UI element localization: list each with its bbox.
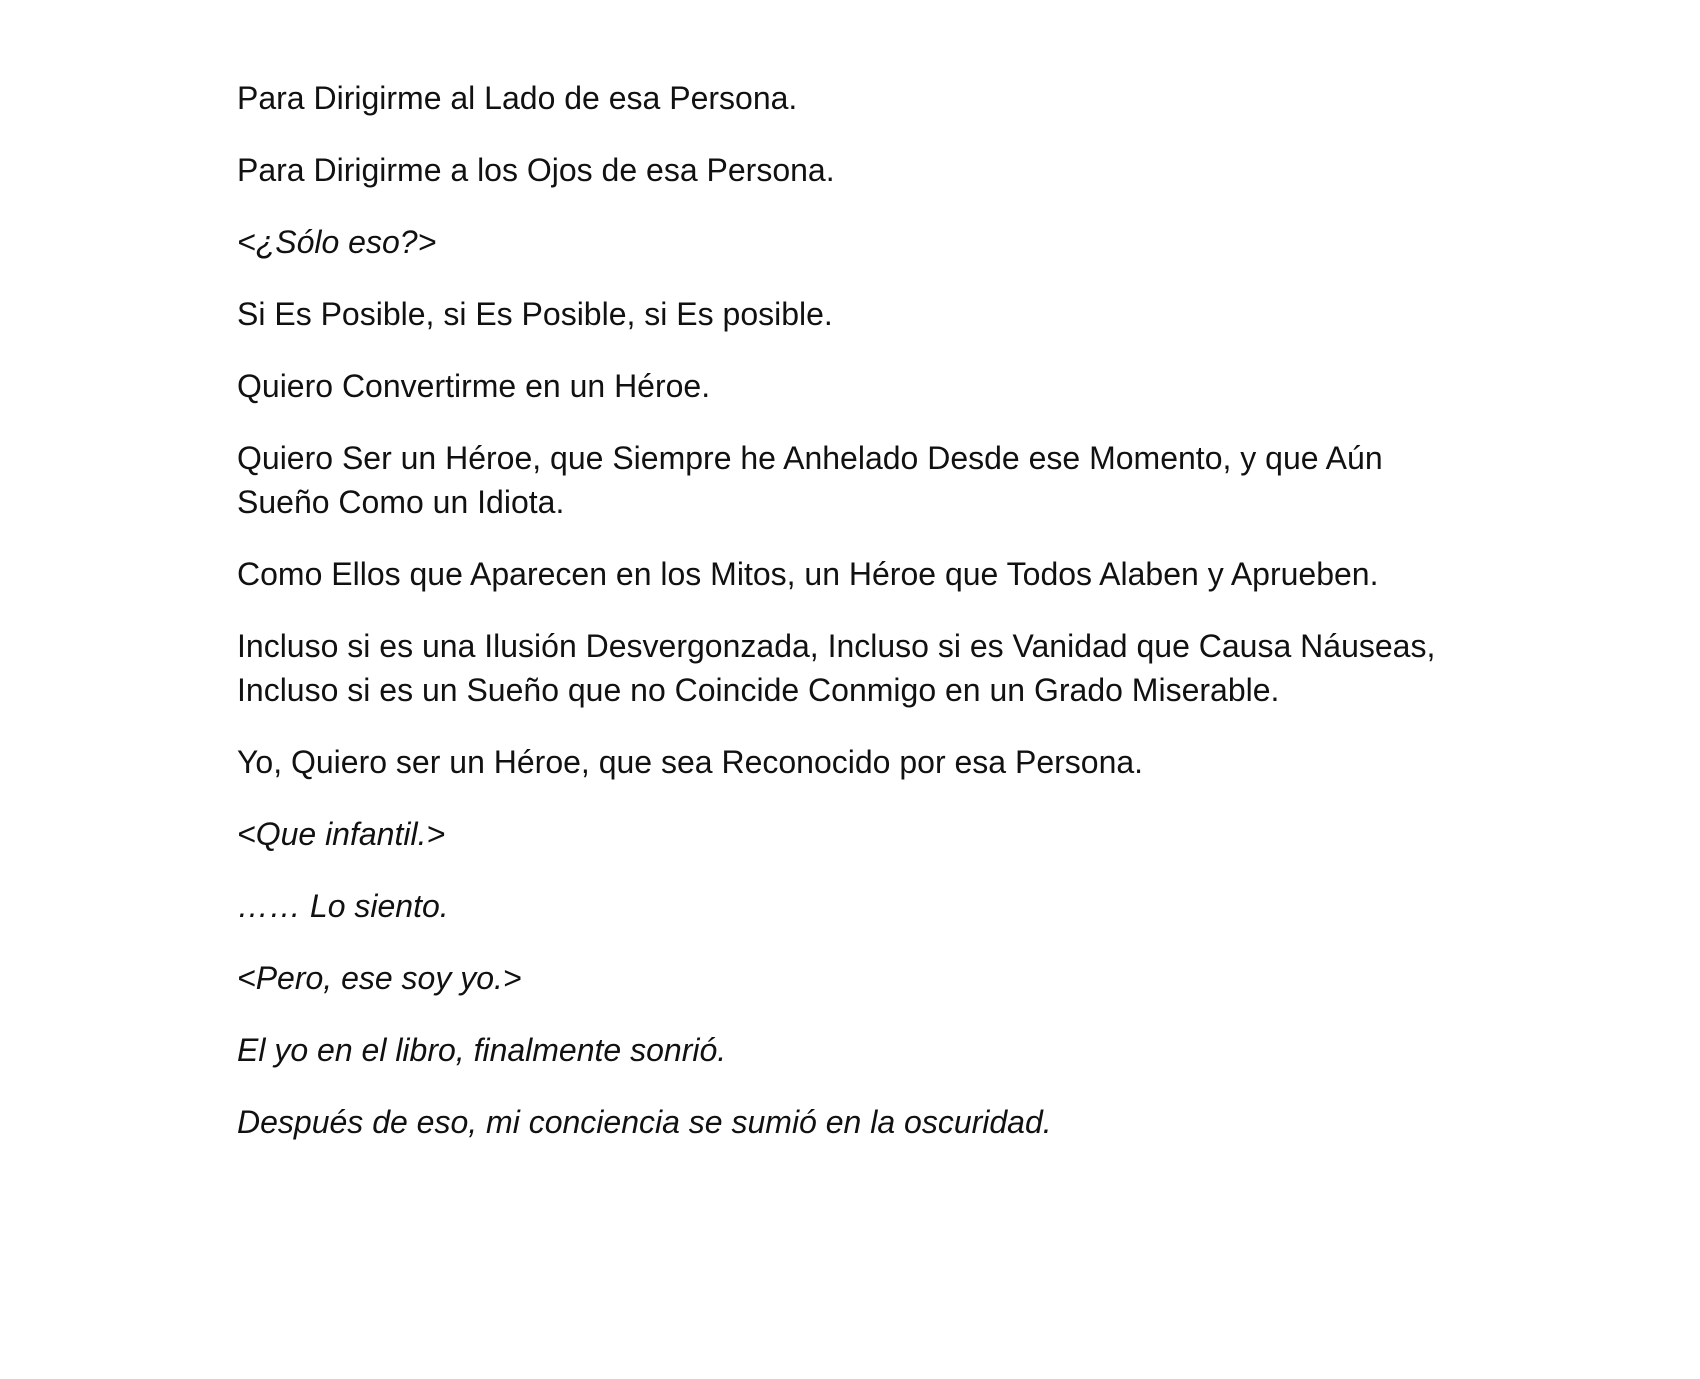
paragraph-dialogue: <¿Sólo eso?> (237, 224, 437, 260)
paragraph-dialogue: <Que infantil.> (237, 816, 446, 852)
paragraph: Incluso si es una Ilusión Desvergonzada, Incluso si es Vanidad que Causa Náuseas, Incluso si es un Sueño que no Coincide Conmigo en un Grado Miserable. (237, 628, 1436, 708)
paragraph: Yo, Quiero ser un Héroe, que sea Reconocido por esa Persona. (237, 744, 1144, 780)
paragraph: Si Es Posible, si Es Posible, si Es posible. (237, 296, 833, 332)
paragraph-italic: Después de eso, mi conciencia se sumió en la oscuridad. (237, 1104, 1052, 1140)
paragraph: Quiero Convertirme en un Héroe. (237, 368, 711, 404)
paragraph-italic: …… Lo siento. (237, 888, 449, 924)
body-text (237, 76, 1467, 1172)
paragraph: Para Dirigirme a los Ojos de esa Persona. (237, 152, 835, 188)
paragraph: Como Ellos que Aparecen en los Mitos, un Héroe que Todos Alaben y Aprueben. (237, 556, 1379, 592)
paragraph: Quiero Ser un Héroe, que Siempre he Anhelado Desde ese Momento, y que Aún Sueño Como un Idiota. (237, 440, 1383, 520)
paragraph: Para Dirigirme al Lado de esa Persona. (237, 80, 798, 116)
paragraph-dialogue: <Pero, ese soy yo.> (237, 960, 522, 996)
paragraph-italic: El yo en el libro, finalmente sonrió. (237, 1032, 727, 1068)
